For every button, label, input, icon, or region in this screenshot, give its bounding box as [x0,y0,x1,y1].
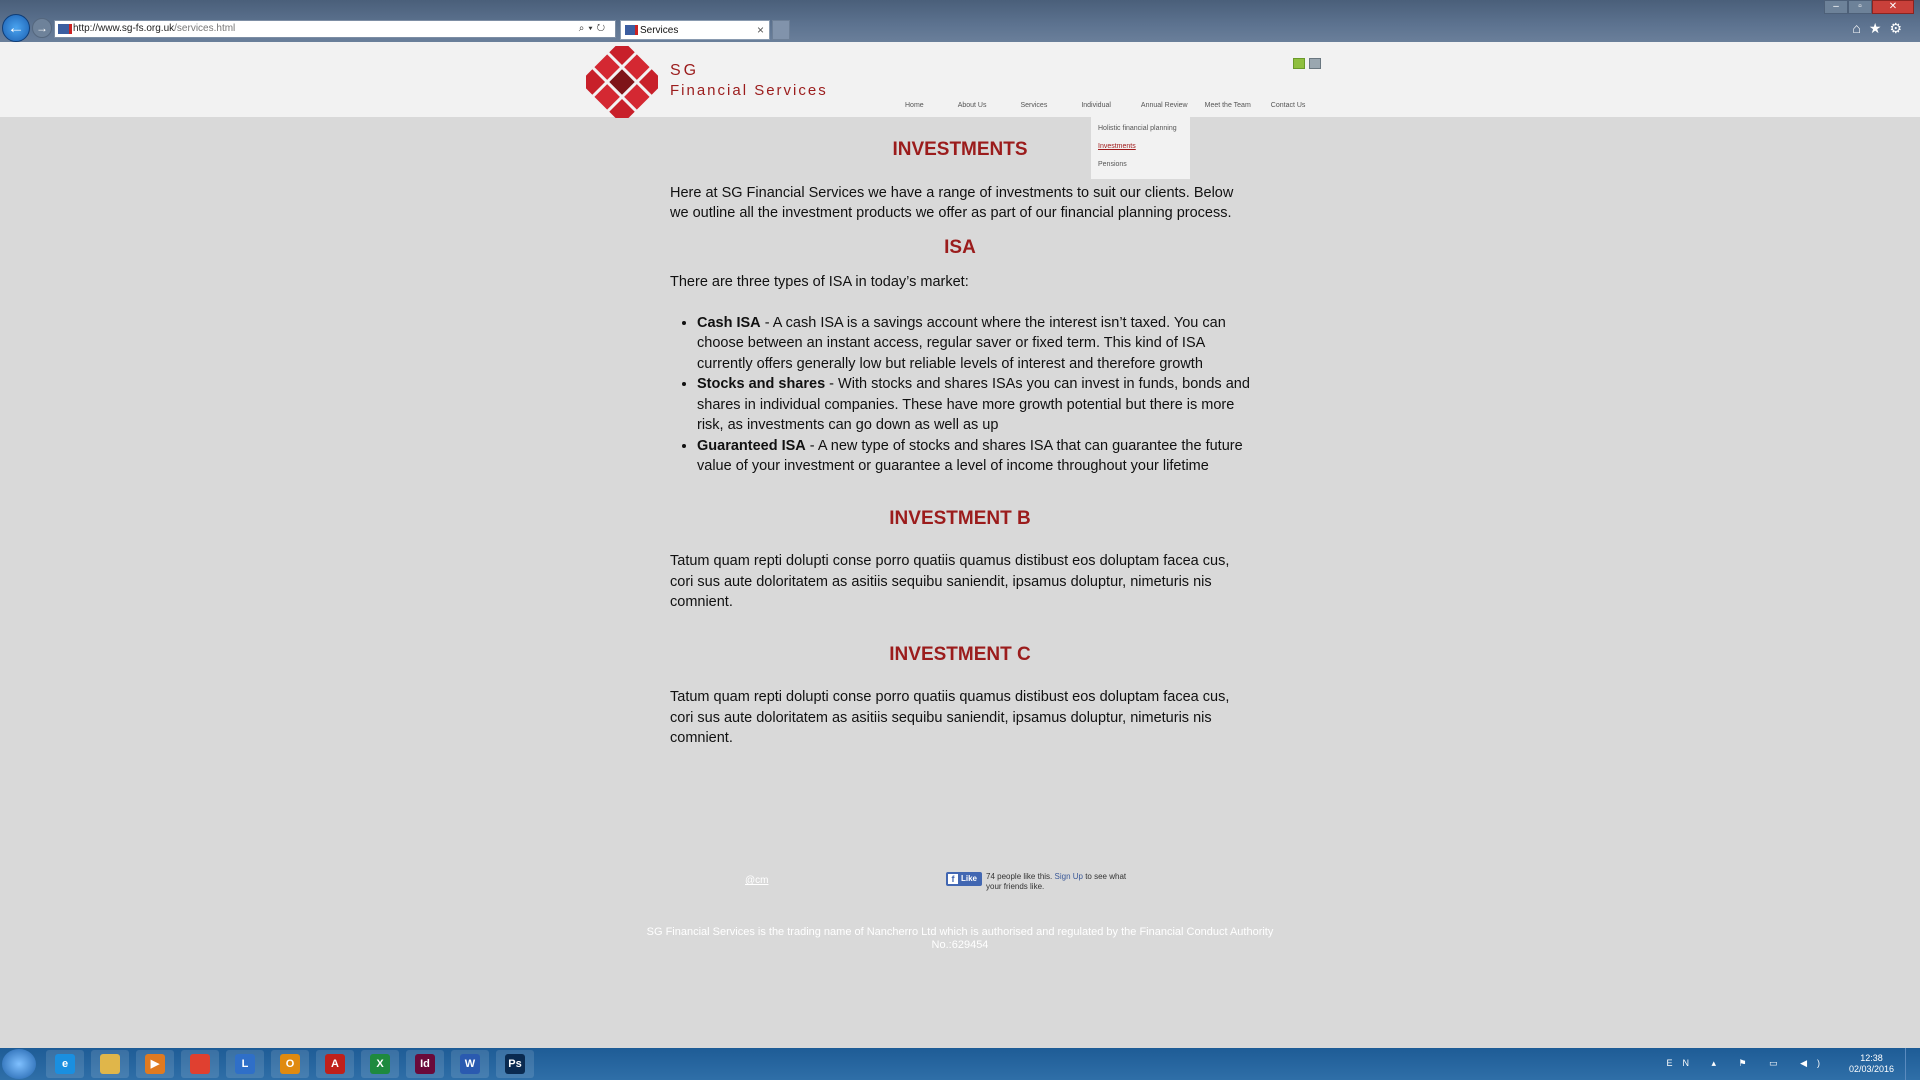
acrobat-icon-glyph: A [325,1054,345,1074]
lync-icon[interactable] [226,1050,264,1078]
isa-item-title: Stocks and shares [697,376,826,392]
heading-isa: ISA [944,236,976,258]
intro-paragraph: Here at SG Financial Services we have a range of investments to suit our clients. Below we outline all the investment products we offer as part of our financial planning process. [670,184,1234,221]
isa-item-title: Cash ISA [697,314,761,331]
url-path: /services.html [174,23,236,34]
explorer-icon[interactable] [91,1050,129,1078]
address-bar[interactable] [54,20,616,38]
print-icon[interactable] [1309,58,1321,69]
new-tab-button[interactable] [772,20,790,40]
web-page [0,42,1920,1048]
excel-icon[interactable] [361,1050,399,1078]
heading-investment-c: INVESTMENT C [889,643,1031,665]
start-button[interactable] [2,1049,36,1079]
favicon-icon [58,24,72,34]
photoshop-icon[interactable] [496,1050,534,1078]
like-label: Like [961,874,978,883]
brand-line1: SG [670,62,700,79]
site-header [0,42,1920,117]
tab-services[interactable] [620,20,770,40]
window-controls [1824,0,1914,14]
list-item [697,313,1250,375]
browser-chrome [0,0,1920,42]
clock-date: 02/03/2016 [1848,1064,1894,1074]
browser-toolbar-icons[interactable] [1852,20,1910,37]
media-player-icon[interactable] [136,1050,174,1078]
email-icon[interactable] [1293,58,1305,69]
tab-close-icon[interactable]: × [756,23,764,37]
isa-item-text: - A cash ISA is a savings account where the interest isn’t taxed. You can choose between an instant access, regular saver or fixed term. This kind of ISA currently offers generally low but reliable levels of interest and therefore growth [697,314,1226,372]
close-button[interactable]: ✕ [1872,0,1914,14]
signup-link[interactable]: Sign Up [1054,872,1083,881]
nav-services[interactable]: Services [1020,102,1048,109]
photoshop-icon-glyph: Ps [505,1054,525,1074]
facebook-like-text [986,872,1136,892]
main-content [670,140,1250,749]
isa-item-text: - With stocks and shares ISAs you can invest in funds, bonds and shares in individual companies. These have more growth potential but there is more risk, as investments can go down as well as up [697,376,1250,433]
brand-name[interactable] [670,62,828,99]
media-player-icon-glyph: ▶ [145,1054,165,1074]
brand-line2: Financial Services [670,82,828,99]
facebook-like-box [946,872,1136,892]
explorer-icon-glyph [100,1054,120,1074]
isa-intro: There are three types of ISA in today’s market: [670,274,969,290]
isa-item-text: - A new type of stocks and shares ISA that can guarantee the future value of your investment or guarantee a level of income throughout your lifetime [697,437,1243,474]
nav-individual[interactable]: Individual [1081,102,1111,109]
ie-icon[interactable] [46,1050,84,1078]
address-url [73,23,235,34]
tab-title: Services [640,25,679,36]
facebook-like-button[interactable] [946,872,982,886]
main-nav [893,102,1317,109]
system-tray[interactable]: EN ▴ ⚑ ▭ ◀) [1666,1058,1830,1068]
list-item [697,374,1250,436]
investment-c-text: Tatum quam repti dolupti conse porro quatiis quamus distibust eos doluptam facea cus, cori sus aute doloritatem as asitiis sequibu saniendit, ipsamus doluptur, nimeturis nis comnient. [670,689,1230,746]
investment-b-text: Tatum quam repti dolupti conse porro quatiis quamus distibust eos doluptam facea cus, cori sus aute doloritatem as asitiis sequibu saniendit, ipsamus doluptur, nimeturis nis comnient. [670,553,1230,610]
like-count: 74 people like this. [986,872,1053,881]
sg-logo-icon[interactable] [586,46,658,118]
clock[interactable] [1849,1053,1894,1075]
dropdown-investments[interactable]: Investments [1098,143,1136,150]
dropdown-holistic[interactable]: Holistic financial planning [1098,125,1177,132]
address-tools[interactable]: ⌕▾↻ [578,23,609,34]
footer-line1: SG Financial Services is the trading name of Nancherro Ltd which is authorised and regulated by the Financial Conduct Authority [646,926,1274,938]
cm-link[interactable]: @cm [745,875,769,886]
heading-investment-b: INVESTMENT B [889,507,1031,529]
nav-home[interactable]: Home [905,102,924,109]
home-icon[interactable]: ⌂ [1852,20,1869,36]
url-host: http://www.sg-fs.org.uk [73,23,175,34]
isa-list [670,313,1250,477]
taskbar [0,1048,1920,1080]
isa-item-title: Guaranteed ISA [697,437,806,454]
maximize-button[interactable]: ▫ [1848,0,1872,14]
footer-line2: No.:629454 [931,939,989,951]
acrobat-icon[interactable] [316,1050,354,1078]
dropdown-pensions[interactable]: Pensions [1098,161,1127,168]
nav-about-us[interactable]: About Us [957,102,987,109]
word-icon[interactable] [451,1050,489,1078]
list-item [697,436,1250,477]
gear-icon[interactable]: ⚙ [1889,20,1910,36]
word-icon-glyph: W [460,1054,480,1074]
header-icons [1293,58,1321,69]
chrome-icon-glyph [190,1054,210,1074]
tray-lang[interactable]: EN [1666,1058,1699,1068]
minimize-button[interactable]: – [1824,0,1848,14]
chrome-icon[interactable] [181,1050,219,1078]
heading-investments: INVESTMENTS [892,139,1028,160]
show-desktop-button[interactable] [1905,1048,1920,1080]
clock-time: 12:38 [1860,1053,1883,1063]
back-button[interactable]: ← [2,14,30,42]
nav-contact-us[interactable]: Contact Us [1270,102,1306,109]
footer-legal [610,926,1310,952]
nav-annual-review[interactable]: Annual Review [1140,102,1188,109]
ie-icon-glyph: e [55,1054,75,1074]
indesign-icon-glyph: Id [415,1054,435,1074]
tab-favicon-icon [625,25,638,35]
favorites-star-icon[interactable]: ★ [1868,20,1890,36]
outlook-icon[interactable] [271,1050,309,1078]
lync-icon-glyph: L [235,1054,255,1074]
nav-meet-the-team[interactable]: Meet the Team [1204,102,1251,109]
forward-button[interactable]: → [32,18,52,38]
outlook-icon-glyph: O [280,1054,300,1074]
facebook-icon: f [948,874,958,884]
like-rest: to see what your friends like. [986,872,1127,891]
excel-icon-glyph: X [370,1054,390,1074]
indesign-icon[interactable] [406,1050,444,1078]
